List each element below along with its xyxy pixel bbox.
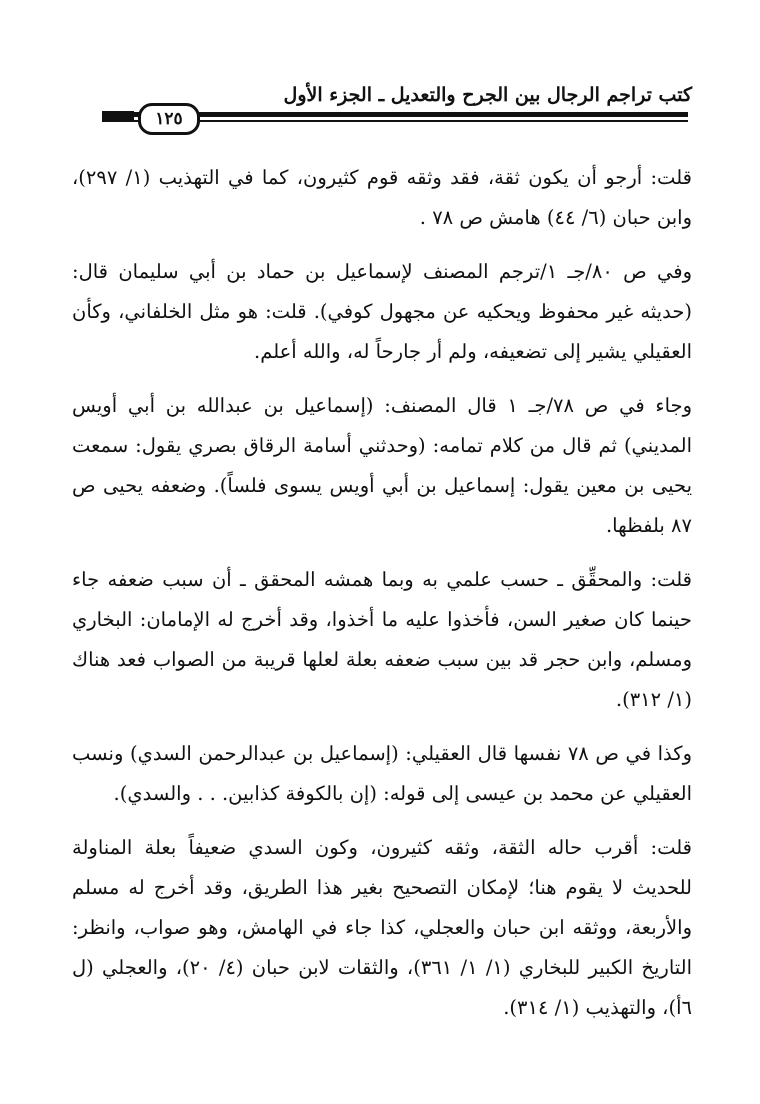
paragraph-5: وكذا في ص ٧٨ نفسها قال العقيلي: (إسماعيل بن عبدالرحمن السدي) ونسب العقيلي عن محمد بن عيسى إلى قوله: (إن بالكوفة كذابين. . . والسدي). <box>72 742 692 805</box>
paragraph-2: وفي ص ٨٠/جـ ١/ترجم المصنف لإسماعيل بن حماد بن أبي سليمان قال: (حديثه غير محفوظ ويحكيه عن مجهول كوفي). قلت: هو مثل الخلفاني، وكأن العقيلي يشير إلى تضعيفه، ولم أر جارحاً له، والله أعلم. <box>72 260 692 363</box>
paragraph-1: قلت: أرجو أن يكون ثقة، فقد وثقه قوم كثيرون، كما في التهذيب (١/ ٢٩٧)، وابن حبان (٦/ ٤٤) هامش ص ٧٨ . <box>72 166 692 229</box>
page-number: ١٢٥ <box>138 103 200 135</box>
paragraph-4: قلت: والمحقِّق ـ حسب علمي به وبما همشه المحقق ـ أن سبب ضعفه جاء حينما كان صغير السن، فأخذوا عليه ما أخذوا، وقد أخرج له الإمامان: البخاري ومسلم، وابن حجر قد بين سبب ضعفه بعلة لعلها قريبة من الصواب فعد هناك (١/ ٣١٢). <box>72 568 692 711</box>
running-title: كتب تراجم الرجال بين الجرح والتعديل ـ الجزء الأول <box>283 84 692 106</box>
paragraph-6: قلت: أقرب حاله الثقة، وثقه كثيرون، وكون السدي ضعيفاً بعلة المناولة للحديث لا يقوم هنا؛ لإمكان التصحيح بغير هذا الطريق، وقد أخرج له مسلم والأربعة، ووثقه ابن حبان والعجلي، كذا جاء في الهامش، وهو صواب، وانظر: التاريخ الكبير للبخاري (١/ ١/ ٣٦١)، والثقات لابن حبان (٤/ ٢٠)، والعجلي (ل ٦أ)، والتهذيب (١/ ٣١٤). <box>72 836 692 1019</box>
ornament-bar <box>102 111 134 114</box>
paragraph-3: وجاء في ص ٧٨/جـ ١ قال المصنف: (إسماعيل بن عبدالله بن أبي أويس المديني) ثم قال من كلام تمامه: (وحدثني أسامة الرقاق بصري يقول: سمعت يحيى بن معين يقول: إسماعيل بن أبي أويس يسوى فلساً). وضعفه يحيى ص ٨٧ بلفظها. <box>72 394 693 537</box>
ornament-bar <box>102 117 134 120</box>
page-number-ornament <box>102 111 134 123</box>
body-text <box>72 158 692 1042</box>
